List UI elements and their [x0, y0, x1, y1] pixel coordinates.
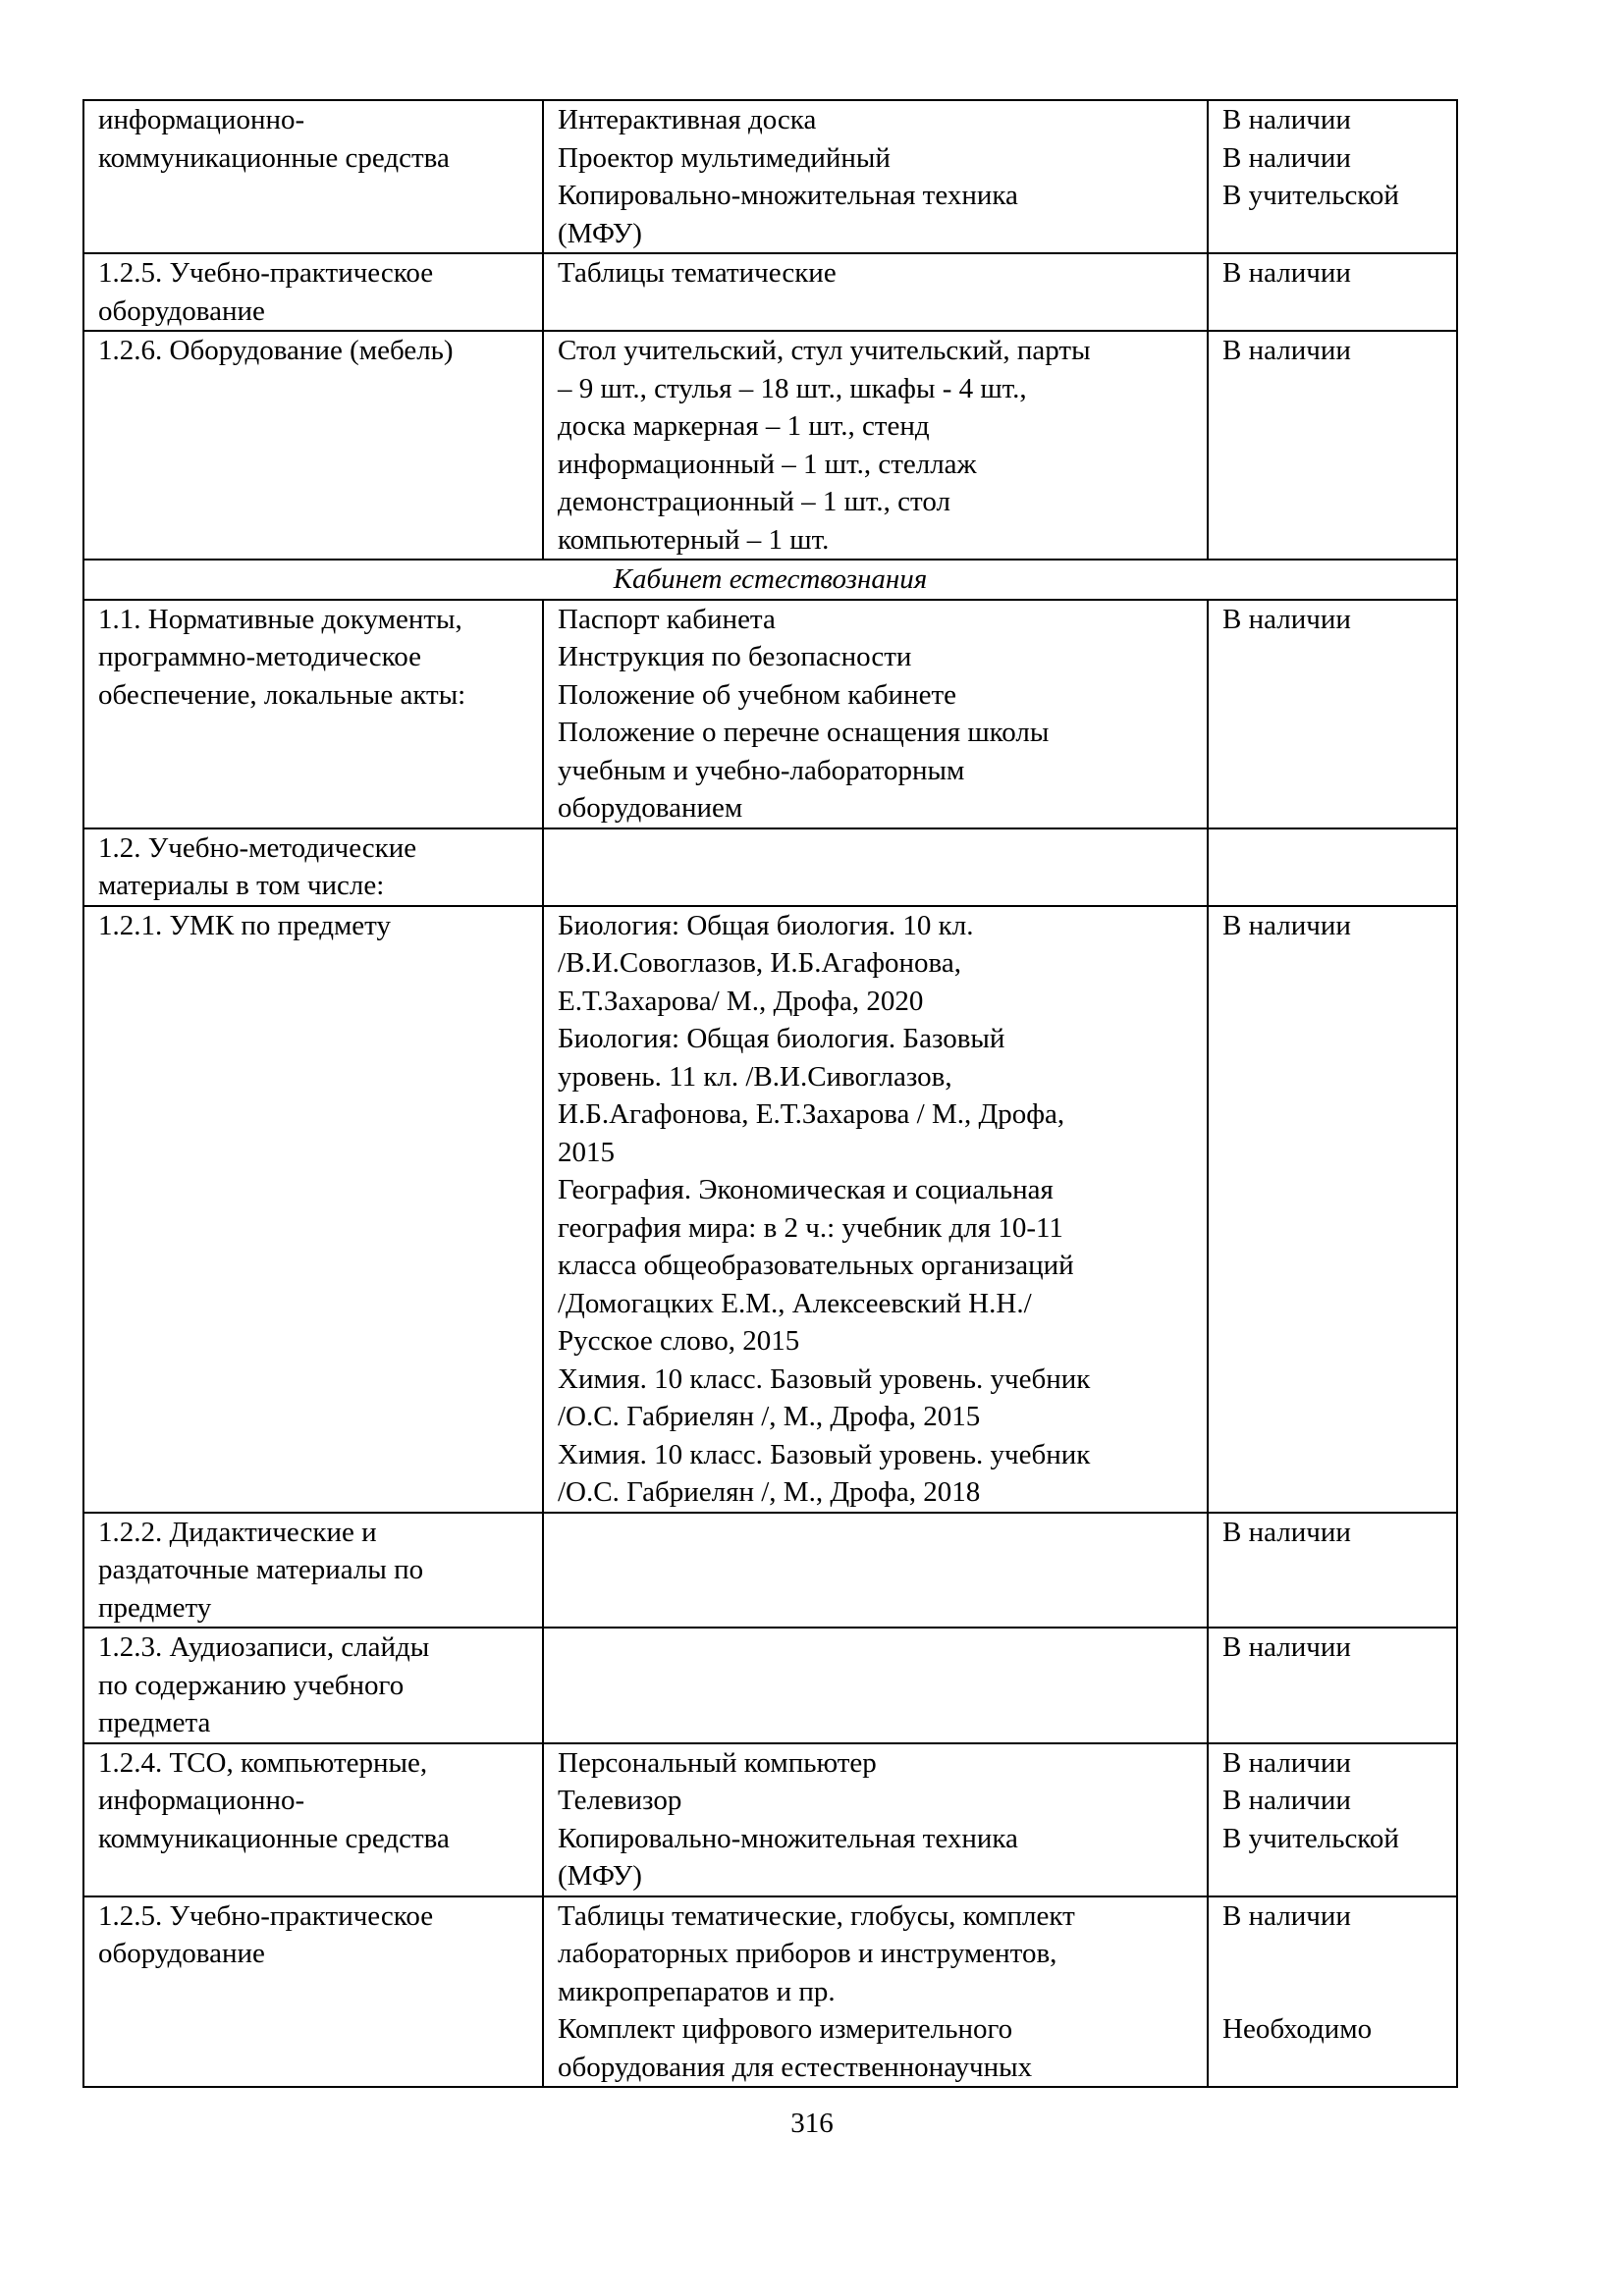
table-row: [83, 1513, 1457, 1629]
cell-line: коммуникационные средства: [98, 1822, 450, 1854]
cell-line: 1.2.1. УМК по предмету: [98, 909, 391, 941]
cell-line: 1.2. Учебно-методические: [98, 831, 417, 864]
cell-line: Необходимо: [1222, 2013, 1373, 2045]
cell-line: Интерактивная доска: [558, 104, 817, 135]
cell-line: информационно-: [98, 104, 305, 135]
status-cell: [1208, 600, 1457, 828]
cell-line: предмету: [98, 1591, 212, 1624]
category-cell: [83, 331, 543, 560]
cell-line: Паспорт кабинета: [558, 603, 776, 635]
table-row: [83, 1743, 1457, 1896]
items-cell: [543, 828, 1208, 906]
cell-line: Е.Т.Захарова/ М., Дрофа, 2020: [558, 985, 924, 1017]
cell-line: оборудованием: [558, 792, 743, 824]
status-cell: [1208, 828, 1457, 906]
status-cell: [1208, 906, 1457, 1513]
items-cell: [543, 906, 1208, 1513]
cell-line: оборудование: [98, 1938, 265, 1969]
cell-line: Биология: Общая биология. Базовый: [558, 1023, 1005, 1054]
items-cell: [543, 331, 1208, 560]
items-cell: [543, 1513, 1208, 1629]
cell-line: В наличии: [1222, 335, 1351, 366]
cell-line: В наличии: [1222, 1516, 1351, 1548]
cell-line: 2015: [558, 1136, 615, 1168]
cell-line: информационно-: [98, 1785, 305, 1816]
equipment-table: [82, 99, 1458, 2088]
items-cell: [543, 1628, 1208, 1743]
items-cell: [543, 1896, 1208, 2088]
page-number: 316: [790, 2108, 834, 2139]
cell-line: (МФУ): [558, 217, 642, 249]
cell-line: демонстрационный – 1 шт., стол: [558, 486, 950, 517]
items-cell: [543, 600, 1208, 828]
cell-line: Стол учительский, стул учительский, парты: [558, 335, 1091, 366]
cell-line: Телевизор: [558, 1785, 682, 1816]
cell-line: Положение о перечне оснащения школы: [558, 717, 1050, 748]
cell-line: Химия. 10 класс. Базовый уровень. учебник: [558, 1438, 1091, 1470]
cell-line: коммуникационные средства: [98, 141, 450, 174]
items-cell: [543, 1743, 1208, 1896]
cell-line: компьютерный – 1 шт.: [558, 523, 830, 556]
cell-line: /В.И.Совоглазов, И.Б.Агафонова,: [558, 947, 961, 979]
cell-line: раздаточные материалы по: [98, 1554, 424, 1585]
category-cell: [83, 828, 543, 906]
cell-line: (МФУ): [558, 1860, 642, 1892]
cell-line: обеспечение, локальные акты:: [98, 678, 466, 711]
cell-line: 1.2.5. Учебно-практическое: [98, 1899, 434, 1932]
cell-line: В наличии: [1222, 1746, 1351, 1779]
cell-line: класса общеобразовательных организаций: [558, 1250, 1074, 1281]
cell-line: /Домогацких Е.М., Алексеевский Н.Н./: [558, 1287, 1032, 1319]
cell-line: 1.2.5. Учебно-практическое: [98, 257, 434, 289]
items-cell: [543, 100, 1208, 253]
cell-line: В наличии: [1222, 104, 1351, 135]
status-cell: [1208, 253, 1457, 331]
cell-line: Таблицы тематические, глобусы, комплект: [558, 1899, 1075, 1932]
status-cell: [1208, 331, 1457, 560]
cell-line: 1.2.3. Аудиозаписи, слайды: [98, 1631, 430, 1663]
status-cell: [1208, 1743, 1457, 1896]
cell-line: география мира: в 2 ч.: учебник для 10-11: [558, 1211, 1063, 1244]
table-row: [83, 828, 1457, 906]
cell-line: Инструкция по безопасности: [558, 641, 912, 672]
table-row: [83, 331, 1457, 560]
cell-line: Положение об учебном кабинете: [558, 678, 957, 711]
status-cell: [1208, 1896, 1457, 2088]
cell-line: оборудования для естественнонаучных: [558, 2051, 1033, 2083]
cell-line: В наличии: [1222, 1899, 1351, 1932]
category-cell: [83, 600, 543, 828]
cell-line: В наличии: [1222, 1785, 1351, 1816]
cell-line: Копировально-множительная техника: [558, 1822, 1018, 1854]
category-cell: [83, 253, 543, 331]
cell-line: лабораторных приборов и инструментов,: [558, 1938, 1057, 1969]
cell-line: 1.2.2. Дидактические и: [98, 1516, 377, 1548]
cell-line: Проектор мультимедийный: [558, 141, 891, 174]
cell-line: по содержанию учебного: [98, 1669, 405, 1701]
status-cell: [1208, 100, 1457, 253]
cell-line: Биология: Общая биология. 10 кл.: [558, 909, 974, 941]
status-cell: [1208, 1513, 1457, 1629]
section-title: Кабинет естествознания: [83, 560, 1457, 600]
category-cell: [83, 1896, 543, 2088]
cell-line: уровень. 11 кл. /В.И.Сивоглазов,: [558, 1060, 952, 1093]
items-cell: [543, 253, 1208, 331]
table-row: [83, 100, 1457, 253]
category-cell: [83, 100, 543, 253]
cell-line: материалы в том числе:: [98, 870, 385, 901]
equipment-table-body: [83, 100, 1457, 2087]
status-cell: [1208, 1628, 1457, 1743]
cell-line: /О.С. Габриелян /, М., Дрофа, 2015: [558, 1401, 981, 1432]
cell-line: Комплект цифрового измерительного: [558, 2013, 1013, 2045]
cell-line: доска маркерная – 1 шт., стенд: [558, 410, 930, 442]
cell-line: И.Б.Агафонова, Е.Т.Захарова / М., Дрофа,: [558, 1098, 1065, 1130]
table-row: [83, 600, 1457, 828]
cell-line: Таблицы тематические: [558, 257, 837, 289]
cell-line: [1222, 1973, 1442, 2011]
cell-line: Копировально-множительная техника: [558, 180, 1018, 211]
cell-line: микропрепаратов и пр.: [558, 1975, 836, 2007]
cell-line: В учительской: [1222, 1822, 1399, 1854]
cell-line: В наличии: [1222, 1631, 1351, 1663]
table-row: [83, 1896, 1457, 2088]
cell-line: программно-методическое: [98, 641, 422, 672]
table-row: [83, 906, 1457, 1513]
cell-line: В учительской: [1222, 180, 1399, 211]
cell-line: учебным и учебно-лабораторным: [558, 754, 965, 786]
table-row: [83, 253, 1457, 331]
cell-line: /О.С. Габриелян /, М., Дрофа, 2018: [558, 1476, 981, 1508]
category-cell: [83, 1628, 543, 1743]
cell-line: 1.2.6. Оборудование (мебель): [98, 335, 454, 366]
cell-line: [1222, 1935, 1442, 1973]
section-header-row: [83, 560, 1457, 600]
table-row: [83, 1628, 1457, 1743]
cell-line: В наличии: [1222, 603, 1351, 635]
cell-line: В наличии: [1222, 257, 1351, 289]
category-cell: [83, 1743, 543, 1896]
cell-line: 1.1. Нормативные документы,: [98, 603, 462, 635]
cell-line: География. Экономическая и социальная: [558, 1174, 1054, 1205]
cell-line: В наличии: [1222, 909, 1351, 941]
cell-line: информационный – 1 шт., стеллаж: [558, 448, 977, 480]
cell-line: Химия. 10 класс. Базовый уровень. учебник: [558, 1362, 1091, 1395]
category-cell: [83, 1513, 543, 1629]
cell-line: В наличии: [1222, 141, 1351, 174]
cell-line: Русское слово, 2015: [558, 1325, 800, 1357]
cell-line: 1.2.4. ТСО, компьютерные,: [98, 1746, 428, 1779]
cell-line: оборудование: [98, 294, 265, 327]
cell-line: – 9 шт., стулья – 18 шт., шкафы - 4 шт.,: [558, 372, 1027, 404]
cell-line: предмета: [98, 1707, 211, 1738]
cell-line: Персональный компьютер: [558, 1746, 877, 1779]
category-cell: [83, 906, 543, 1513]
